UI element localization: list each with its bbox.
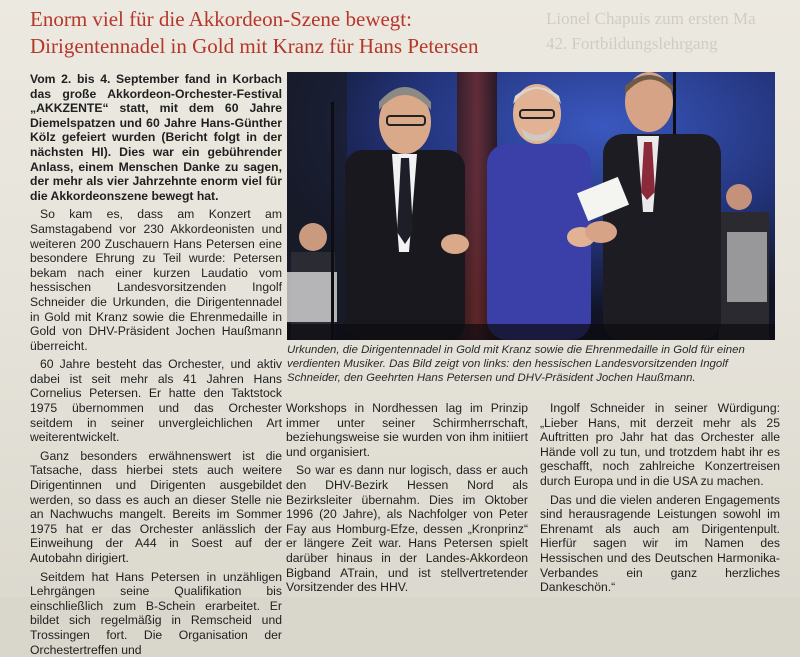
paragraph: So war es dann nur logisch, dass er auch den DHV-Bezirk Hessen Nord als Bezirksleiter übernahm. Dies im Oktober 1996 (20 Jahre), als Nachfolger von Peter Fay aus Homburg-Efze, dessen „Kronprinz“ er längere Zeit war. Hans Petersen spielt darüber hinaus in der Landes-Akkordeon Bigband ATrain, und ist stellvertretender Vorsitzender des HHV. [286,463,528,595]
article-column-right [540,401,780,597]
show-through-text: Lionel Chapuis zum ersten Ma 42. Fortbildungslehrgang [546,9,756,53]
headline-line-2: Dirigentennadel in Gold mit Kranz für Hans Petersen [30,34,479,58]
photo-caption: Urkunden, die Dirigentennadel in Gold mit Kranz sowie die Ehrenmedaille in Gold für einen verdienten Musiker. Das Bild zeigt von links: den hessischen Landesvorsitzenden Ingolf Schneider, den Geehrten Hans Petersen und DHV-Präsident Jochen Haußmann. [287,344,745,384]
paragraph: Ingolf Schneider in seiner Würdigung: „Lieber Hans, mit derzeit mehr als 25 Auftritten pro Jahr hat das Orchester alle Hände voll zu tun, und trotzdem habt ihr es geschafft, noch zahlreiche Konzertreisen durch Europa und in die USA zu machen. [540,401,780,488]
photo-illustration [287,72,775,340]
paragraph: Das und die vielen anderen Engagements sind herausragende Leistungen sowohl im Ehrenamt als auch am Dirigentenpult. Hierfür sagen wir im Namen des Hessischen und des Deutschen Harmonika-Verbandes ein ganz herzliches Dankeschön.“ [540,492,780,595]
article-column-middle [286,401,528,597]
lead-paragraph: Vom 2. bis 4. September fand in Korbach das große Akkordeon-Orchester-Festival „AKKZENTE“ statt, mit dem 60 Jahre Diemelspatzen und 60 Jahre Hans-Günther Kölz gefeiert wurden (Bericht folgt in der nächsten HI). Dies war ein gebührender Anlass, einem Menschen Danke zu sagen, der mehr als vier Jahrzehnte enorm viel für die Akkordeonszene bewegt hat. [30,72,282,203]
award-photo [287,72,775,340]
paragraph: Seitdem hat Hans Petersen in unzähligen Lehrgängen seine Qualifikation bis einschließlich zum B-Schein erarbeitet. Er bildet sich regelmäßig in Remscheid und Trossingen fort. Die Organisation der Orchestertreffen und [30,569,282,657]
paragraph: Workshops in Nordhessen lag im Prinzip immer unter seiner Schirmherrschaft, beziehungsweise sie wurden von ihm initiiert und organisiert. [286,401,528,459]
paragraph: Ganz besonders erwähnenswert ist die Tatsache, dass hierbei stets auch weitere Dirigentinnen und Dirigenten ausgebildet werden, so dass es auch an dieser Stelle nie an Nachwuchs mangelt. Bereits im Sommer 1975 hat er das Orchester anlässlich der Einweihung der A44 in Soest auf der Autobahn dirigiert. [30,448,282,565]
article-headline [30,6,590,60]
paragraph: So kam es, dass am Konzert am Samstagabend vor 230 Akkordeonisten und weiteren 200 Zuschauern Hans Petersen eine besondere Ehrung zu Teil wurde: Petersen bekam nach einer kurzen Laudatio vom hessischen Landesvorsitzenden Ingolf Schneider die Urkunden, die Dirigentennadel in Gold mit Kranz sowie die Ehrenmedaille in Gold von DHV-Präsident Jochen Haußmann überreicht. [30,207,282,353]
article-column-left [30,72,282,657]
headline-line-1: Enorm viel für die Akkordeon-Szene bewegt: [30,7,412,31]
paragraph: 60 Jahre besteht das Orchester, und aktiv dabei ist seit mehr als 41 Jahren Hans Cornelius Petersen. Er hatte den Taktstock 1975 übernommen und das Orchester seitdem in seiner unvergleichlichen Art weiterentwickelt. [30,357,282,445]
